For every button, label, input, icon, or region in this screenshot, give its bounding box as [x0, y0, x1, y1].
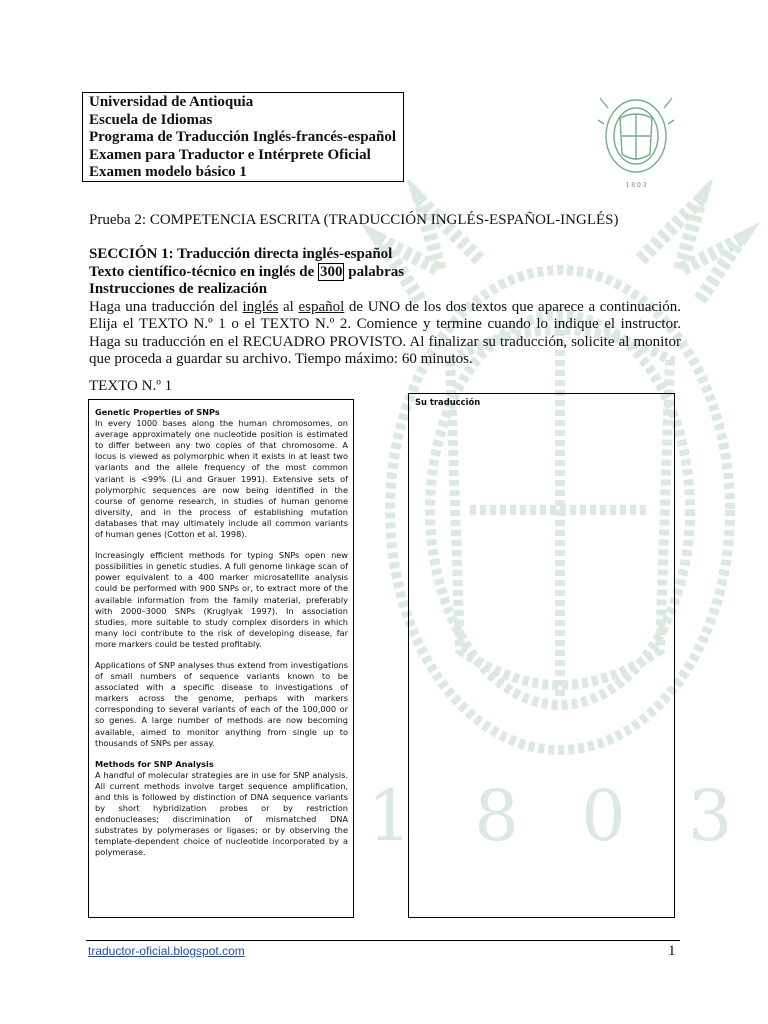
section-1	[89, 246, 681, 369]
translation-label: Su traducción	[415, 397, 481, 407]
school-name: Escuela de Idiomas	[89, 111, 213, 128]
source-paragraph: Increasingly efficient methods for typing SNPs open new possibilities in genetic studies. A full genome linkage scan of power equivalent to a 400 marker microsatellite analysis could be performed with 900 SNPs or, to extract more of the available information from the family material, preferably with 2000–3000 SNPs (Kruglyak 1997). In association studies, more suitable to study complex disorders in which many loci contribute to the risk of developing disease, far more markers could be tested profitably.	[95, 550, 348, 649]
source-text-box	[88, 399, 354, 918]
subtitle-pre: Texto científico-técnico en inglés de	[89, 263, 318, 280]
source-heading-genetic: Genetic Properties of SNPs	[95, 407, 220, 417]
exam-model: Examen modelo básico 1	[89, 164, 247, 181]
section-title: SECCIÓN 1: Traducción directa inglés-español	[89, 246, 393, 262]
source-heading-methods: Methods for SNP Analysis	[95, 758, 214, 769]
source-paragraph: A handful of molecular strategies are in use for SNP analysis. All current methods involve target sequence amplification, and this is followed by distinction of DNA sequence variants by short hybridization probes or by restriction endonucleases; discrimination of mismatched DNA substrates by polymerases or ligases; or by observing the template-dependent choice of nucleotide incorporated by a polymerase.	[95, 769, 348, 858]
footer-divider	[86, 940, 680, 941]
text-number-label: TEXTO N.º 1	[89, 378, 173, 394]
source-paragraph: In every 1000 bases along the human chromosomes, on average approximately one nucleotide position is estimated to differ between any two copies of that chromosome. A locus is viewed as polymorphic when it exists in at least two variants and the allele frequency of the most common variant is <99% (Li and Grauer 1991). Extensive sets of polymorphic sequences are now being identified in the course of genome research, in studies of human genome diversity, and in the process of establishing mutation databases that may ultimately include all common variants of human genes (Cotton et al. 1998).	[95, 418, 348, 540]
page-number: 1	[668, 943, 676, 959]
header-box	[82, 92, 404, 182]
footer-blog-link[interactable]: traductor-oficial.blogspot.com	[88, 944, 245, 958]
translation-input-box[interactable]	[408, 393, 675, 918]
subtitle-post: palabras	[344, 263, 405, 280]
section-subtitle	[89, 264, 681, 282]
university-seal-icon	[596, 94, 676, 194]
instructions-title: Instrucciones de realización	[89, 281, 268, 297]
test-title: Prueba 2: COMPETENCIA ESCRITA (TRADUCCIÓN INGLÉS-ESPAÑOL-INGLÉS)	[89, 212, 619, 228]
word-count: 300	[319, 263, 343, 280]
watermark-year: 1 8 0 3	[367, 775, 753, 857]
instructions-text: Haga una traducción del inglés al español de UNO de los dos textos que aparece a continuación. Elija el TEXTO N.º 1 o el TEXTO N.º 2. Comience y termine cuando lo indique el instructor. Haga su traducción en el RECUADRO PROVISTO. Al finalizar su traducción, solicite al monitor que proceda a guardar su archivo. Tiempo máximo: 60 minutos.	[89, 298, 681, 367]
university-name: Universidad de Antioquia	[89, 94, 254, 110]
seal-year: 1 8 0 3	[625, 182, 647, 189]
exam-name: Examen para Traductor e Intérprete Oficial	[89, 146, 371, 163]
source-paragraph: Applications of SNP analyses thus extend from investigations of small numbers of sequence variants known to be associated with a specific disease to investigations of markers across the genome, perhaps with markers corresponding to several variants of each of the 100,000 or so genes. A large number of methods are now becoming available, aimed to monitor anything from single up to thousands of SNPs per assay.	[95, 659, 348, 748]
program-name: Programa de Traducción Inglés-francés-español	[89, 129, 397, 146]
